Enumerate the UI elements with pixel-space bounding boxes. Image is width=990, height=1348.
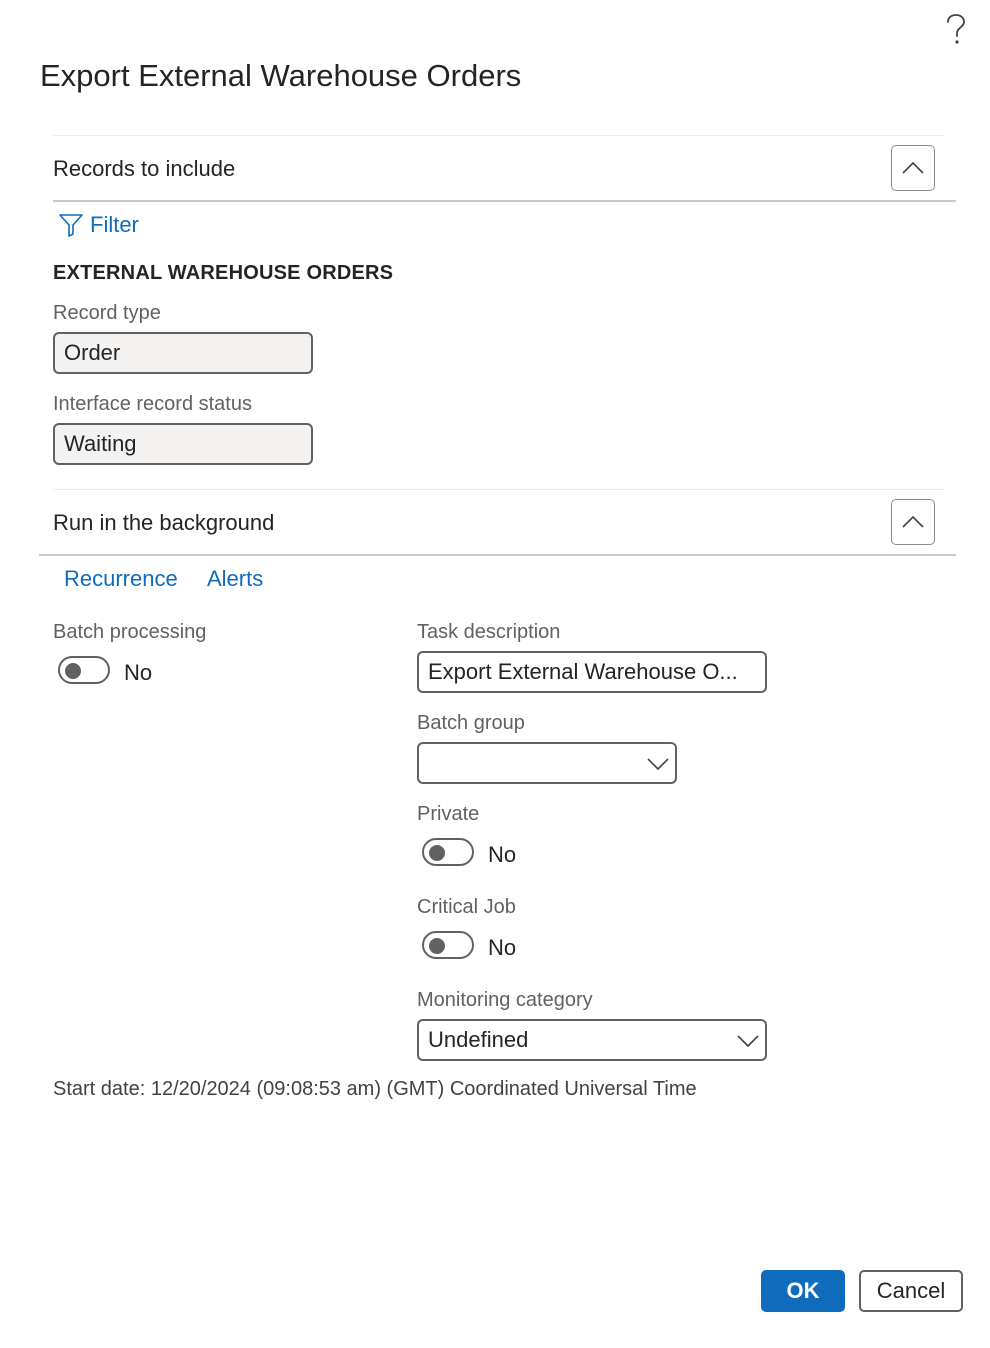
monitoring-category-value: Undefined xyxy=(428,1027,529,1052)
question-mark-icon[interactable] xyxy=(942,10,970,50)
batch-processing-value: No xyxy=(124,660,153,685)
section-underline xyxy=(53,200,956,202)
record-type-field[interactable]: Order xyxy=(53,332,313,374)
monitoring-category-label: Monitoring category xyxy=(417,989,593,1011)
toggle-knob xyxy=(65,663,81,679)
toggle-knob xyxy=(429,845,445,861)
section-underline xyxy=(39,554,956,556)
chevron-down-icon xyxy=(737,1030,759,1050)
critical-job-label: Critical Job xyxy=(417,896,516,918)
batch-group-select[interactable] xyxy=(417,742,677,784)
task-description-input[interactable]: Export External Warehouse O... xyxy=(417,651,767,693)
filter-funnel-icon xyxy=(58,213,84,237)
toggle-knob xyxy=(429,938,445,954)
start-date-text: Start date: 12/20/2024 (09:08:53 am) (GMT) Coordinated Universal Time xyxy=(53,1078,697,1100)
tab-alerts[interactable]: Alerts xyxy=(207,566,264,591)
interface-record-status-label: Interface record status xyxy=(53,393,252,415)
ok-button[interactable]: OK xyxy=(761,1270,845,1312)
tab-recurrence[interactable]: Recurrence xyxy=(64,566,178,591)
task-description-label: Task description xyxy=(417,621,561,643)
section-header-records[interactable]: Records to include xyxy=(53,156,236,181)
cancel-button[interactable]: Cancel xyxy=(859,1270,963,1312)
critical-job-toggle[interactable] xyxy=(422,931,474,959)
batch-processing-label: Batch processing xyxy=(53,621,207,643)
chevron-up-icon xyxy=(901,515,925,529)
section-header-background[interactable]: Run in the background xyxy=(53,510,275,535)
private-toggle[interactable] xyxy=(422,838,474,866)
chevron-up-icon xyxy=(901,161,925,175)
divider xyxy=(53,135,943,136)
critical-job-value: No xyxy=(488,935,517,960)
monitoring-category-select[interactable] xyxy=(417,1019,767,1061)
collapse-background-button[interactable] xyxy=(891,499,935,545)
divider xyxy=(53,489,943,490)
private-value: No xyxy=(488,842,517,867)
batch-group-label: Batch group xyxy=(417,712,525,734)
filter-label[interactable]: Filter xyxy=(90,212,139,237)
interface-record-status-field[interactable]: Waiting xyxy=(53,423,313,465)
group-heading: EXTERNAL WAREHOUSE ORDERS xyxy=(53,262,394,284)
record-type-label: Record type xyxy=(53,302,161,324)
private-label: Private xyxy=(417,803,480,825)
filter-link[interactable] xyxy=(58,212,139,238)
collapse-records-button[interactable] xyxy=(891,145,935,191)
dialog-title: Export External Warehouse Orders xyxy=(40,58,522,93)
batch-processing-toggle[interactable] xyxy=(58,656,110,684)
chevron-down-icon xyxy=(647,753,669,773)
